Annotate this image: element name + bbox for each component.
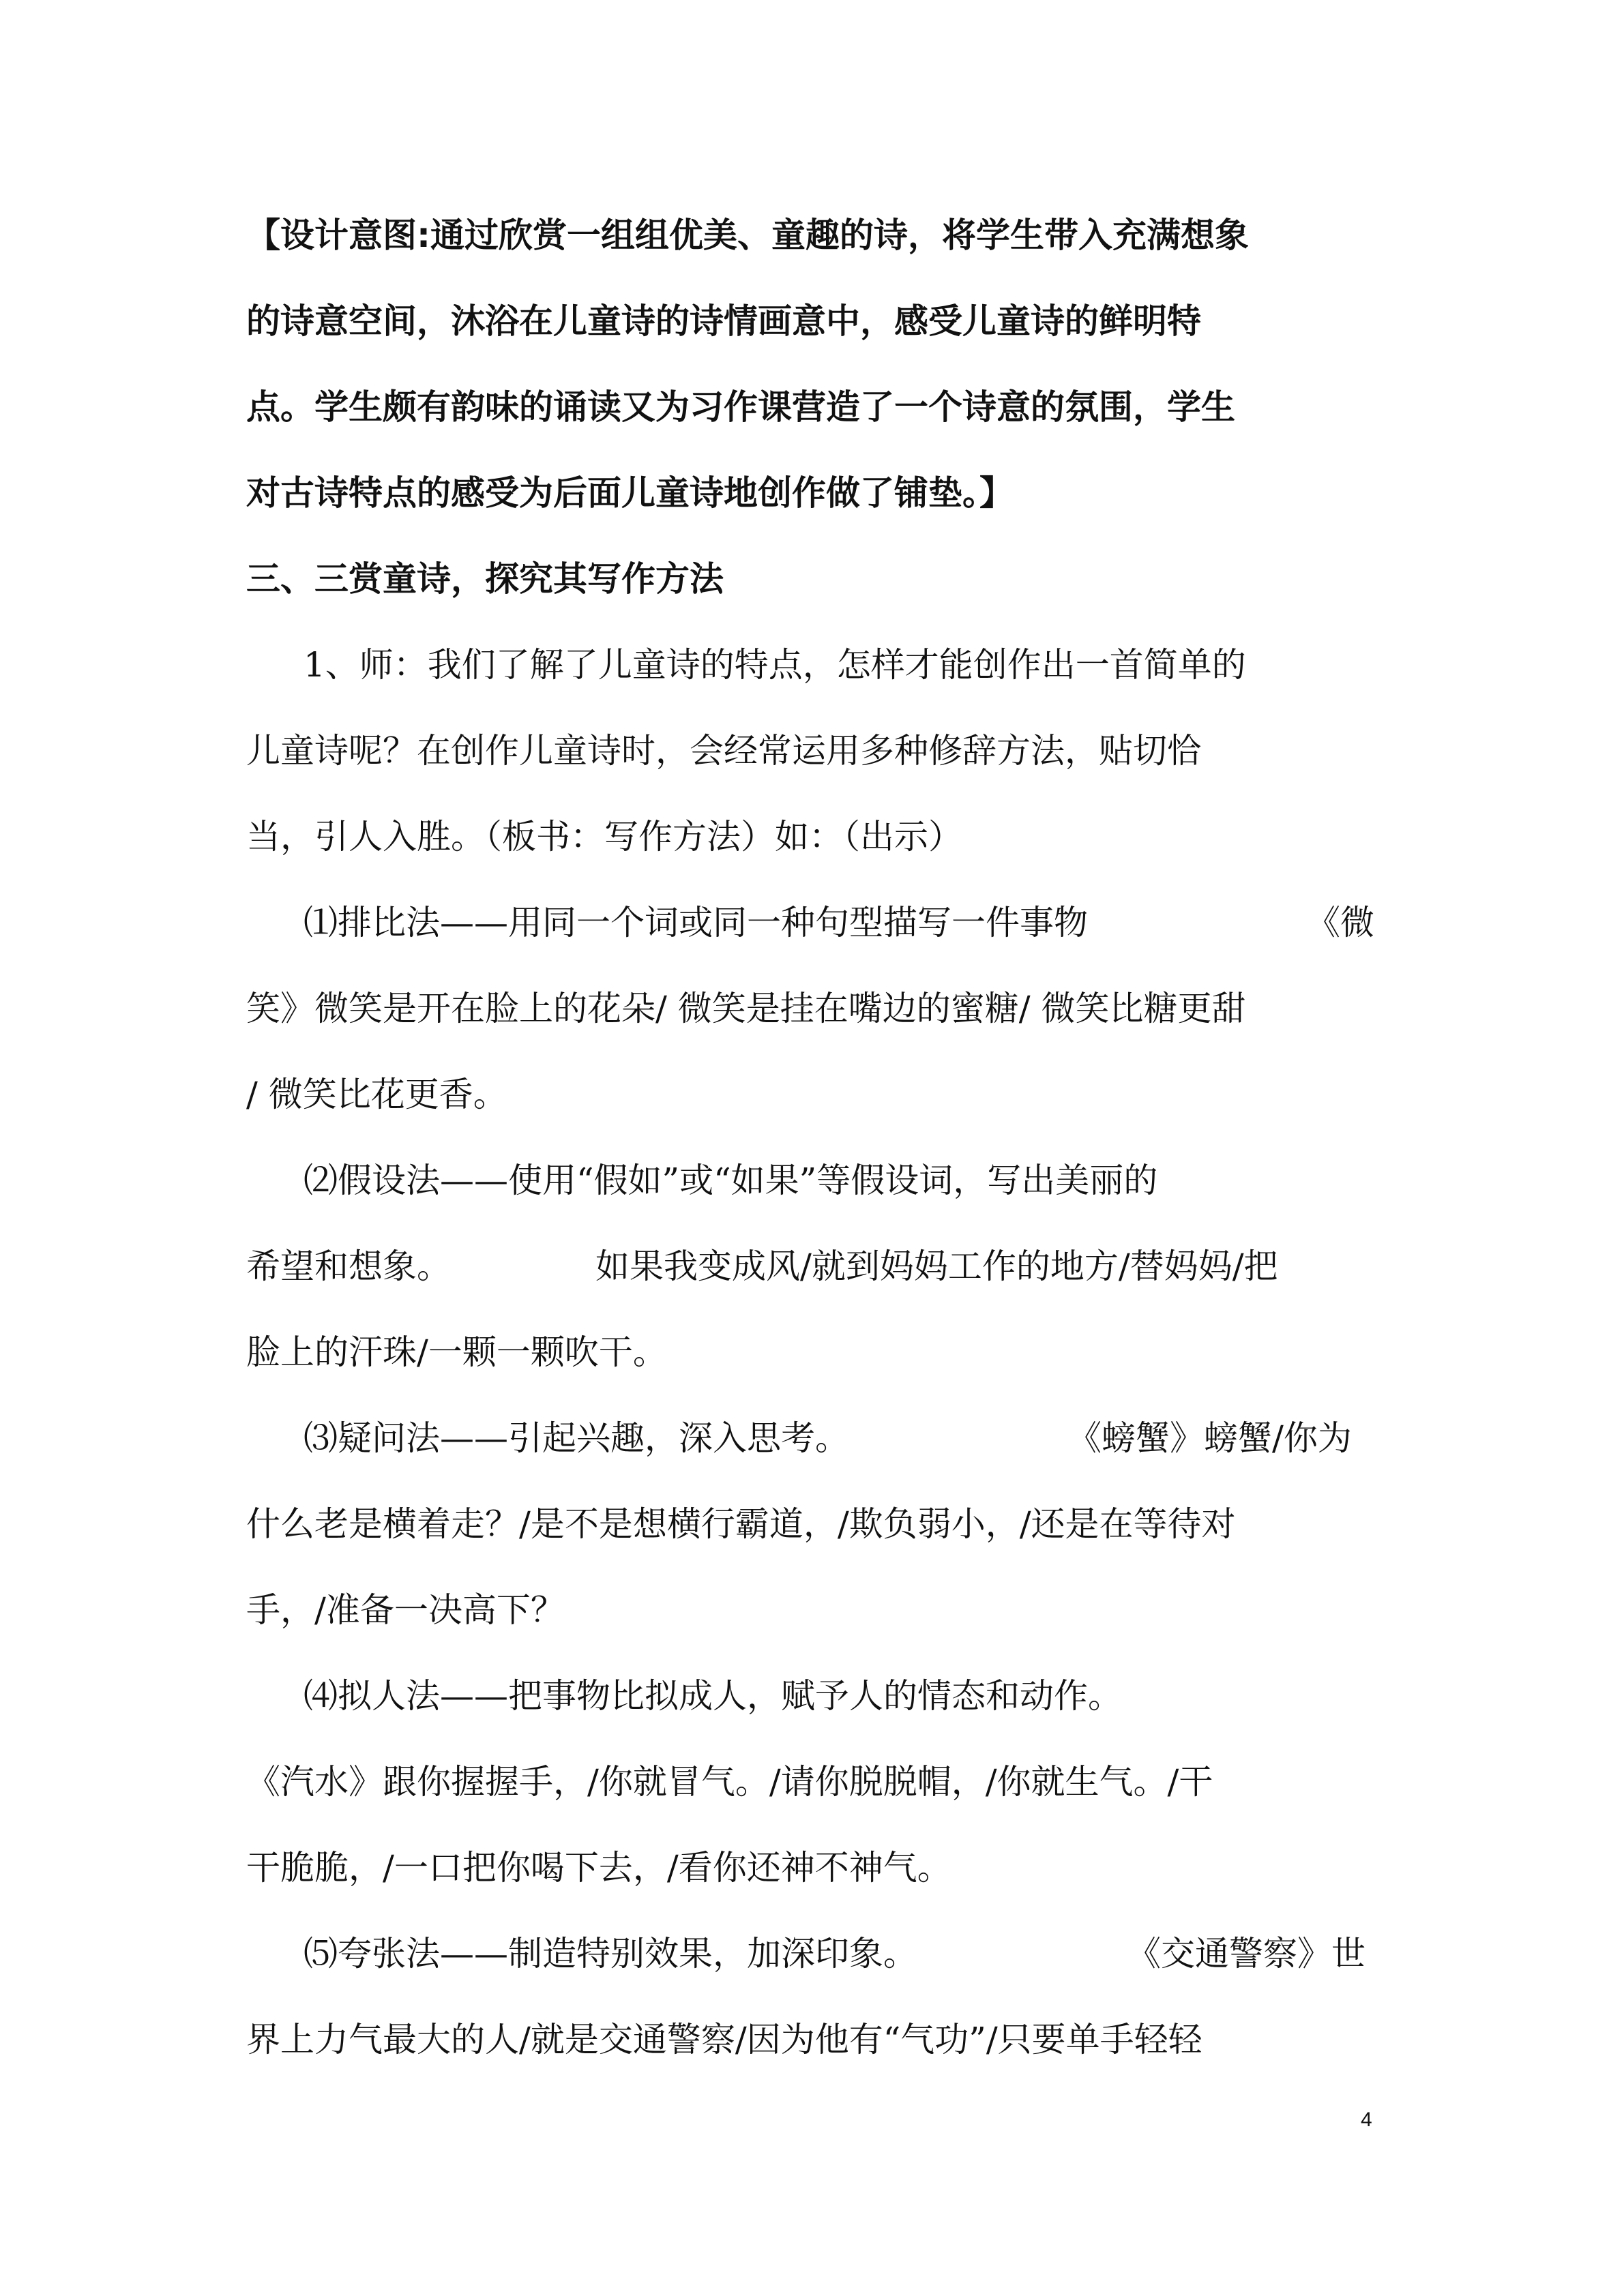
method1-line-3: / 微笑比花更香。 <box>246 1075 507 1114</box>
method3-line-1b: 《螃蟹》螃蟹/你为 <box>1067 1418 1352 1458</box>
section-heading: 三、三赏童诗，探究其写作方法 <box>246 559 724 599</box>
method4-line-3: 干脆脆，/一口把你喝下去，/看你还神不神气。 <box>246 1848 951 1888</box>
method2-line-2b: 如果我变成风/就到妈妈工作的地方/替妈妈/把 <box>595 1247 1278 1286</box>
method2-line-2a: 希望和想象。 <box>246 1247 451 1286</box>
intro-line-2: 儿童诗呢？在创作儿童诗时，会经常运用多种修辞方法，贴切恰 <box>246 731 1201 771</box>
design-intent-line-4: 对古诗特点的感受为后面儿童诗地创作做了铺垫。】 <box>246 473 1014 513</box>
method2-line-1: ⑵假设法——使用“假如”或“如果”等假设词，写出美丽的 <box>304 1161 1158 1200</box>
method3-line-2: 什么老是横着走？/是不是想横行霸道，/欺负弱小，/还是在等待对 <box>246 1504 1236 1544</box>
method3-line-1a: ⑶疑问法——引起兴趣，深入思考。 <box>304 1418 849 1458</box>
method5-line-2: 界上力气最大的人/就是交通警察/因为他有“气功”/只要单手轻轻 <box>246 2020 1202 2059</box>
page-number: 4 <box>1361 2108 1372 2131</box>
method5-line-1b: 《交通警察》世 <box>1127 1934 1365 1973</box>
intro-line-1: 1、师：我们了解了儿童诗的特点，怎样才能创作出一首简单的 <box>304 645 1246 685</box>
method4-line-2: 《汽水》跟你握握手，/你就冒气。/请你脱脱帽，/你就生气。/干 <box>246 1762 1213 1802</box>
method1-line-1: ⑴排比法——用同一个词或同一种句型描写一件事物 <box>304 903 1088 942</box>
method3-line-3: 手，/准备一决高下？ <box>246 1590 565 1630</box>
method1-line-2: 笑》微笑是开在脸上的花朵/ 微笑是挂在嘴边的蜜糖/ 微笑比糖更甜 <box>246 989 1246 1028</box>
design-intent-line-1: 【设计意图:通过欣赏一组组优美、童趣的诗，将学生带入充满想象 <box>246 215 1249 255</box>
intro-line-3: 当，引人入胜。（板书：写作方法）如：（出示） <box>246 817 962 856</box>
design-intent-line-3: 点。学生颇有韵味的诵读又为习作课营造了一个诗意的氛围，学生 <box>246 387 1235 427</box>
method4-line-1: ⑷拟人法——把事物比拟成人，赋予人的情态和动作。 <box>304 1676 1122 1716</box>
design-intent-line-2: 的诗意空间，沐浴在儿童诗的诗情画意中，感受儿童诗的鲜明特 <box>246 301 1201 341</box>
method2-line-3: 脸上的汗珠/一颗一颗吹干。 <box>246 1332 667 1372</box>
method5-line-1a: ⑸夸张法——制造特别效果，加深印象。 <box>304 1934 917 1973</box>
method1-title-start: 《微 <box>1306 903 1374 942</box>
